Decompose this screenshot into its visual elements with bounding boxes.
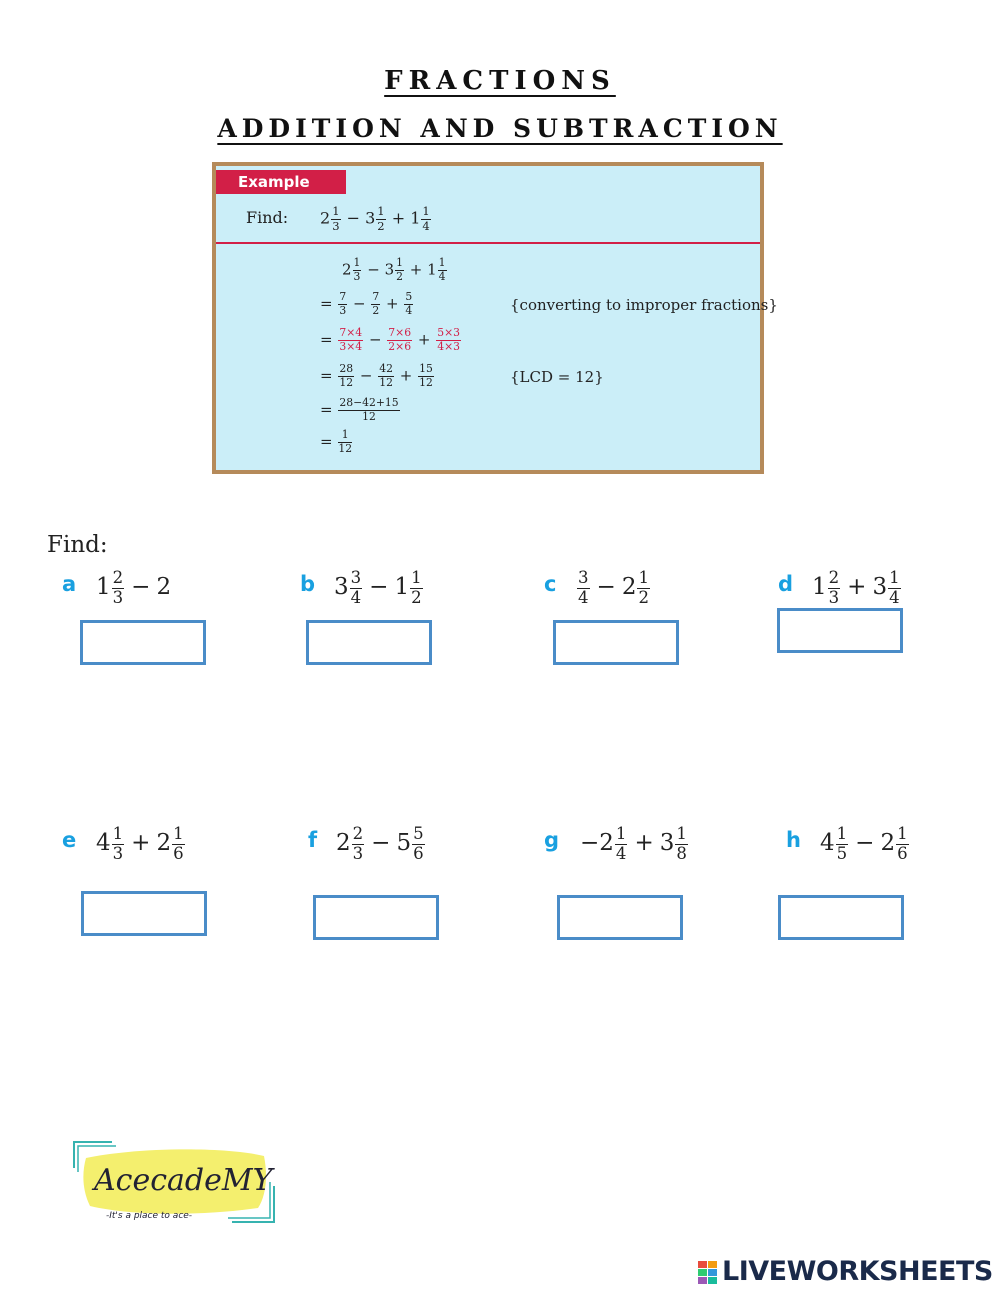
worksheet-title: FRACTIONS [384, 66, 616, 96]
question-letter-f: f [308, 828, 318, 852]
answer-box-b[interactable] [306, 620, 432, 665]
question-expression-g: −2 $\frac{1}{4}$ + 3 $\frac{1}{8}$ [580, 824, 687, 863]
example-divider [216, 242, 760, 244]
question-expression-c: $\frac{3}{4}$ − 2 $\frac{1}{2}$ [578, 568, 649, 607]
solution-step-3: = $\frac{7\times 4}{3\times 4}$ − $\frac{7\times 6}{2\times 6}$ + $\frac{5\times 3}{4\times 3}$ [320, 326, 461, 353]
question-expression-d: 1 $\frac{2}{3}$ + 3 $\frac{1}{4}$ [812, 568, 900, 607]
example-problem: 2 $\frac{1}{3}$ − 3 $\frac{1}{2}$ + 1 $\frac{1}{4}$ [320, 204, 430, 233]
solution-step-6: = $\frac{1}{12}$ [320, 428, 353, 455]
worksheet-subtitle: ADDITION AND SUBTRACTION [217, 114, 783, 143]
question-letter-h: h [786, 828, 801, 852]
note-lcd: {LCD = 12} [510, 368, 604, 386]
answer-box-c[interactable] [553, 620, 679, 665]
question-expression-h: 4 $\frac{1}{5}$ − 2 $\frac{1}{6}$ [820, 824, 908, 863]
question-expression-a: 1 $\frac{2}{3}$ − 2 [96, 568, 172, 607]
question-letter-a: a [62, 572, 77, 596]
question-letter-d: d [778, 572, 794, 596]
solution-step-1: 2 $\frac{1}{3}$ − 3 $\frac{1}{2}$ + 1 $\frac{1}{4}$ [342, 256, 446, 283]
question-expression-f: 2 $\frac{2}{3}$ − 5 $\frac{5}{6}$ [336, 824, 424, 863]
answer-box-e[interactable] [81, 891, 207, 936]
note-converting: {converting to improper fractions} [510, 296, 778, 314]
acecademy-logo [72, 1140, 276, 1224]
answer-box-a[interactable] [80, 620, 206, 665]
answer-box-g[interactable] [557, 895, 683, 940]
acecademy-logo-tagline: -It's a place to ace- [106, 1211, 193, 1221]
answer-box-d[interactable] [777, 608, 903, 653]
solution-step-4: = $\frac{28}{12}$ − $\frac{42}{12}$ + $\frac{15}{12}$ [320, 362, 433, 389]
answer-box-f[interactable] [313, 895, 439, 940]
question-letter-c: c [544, 572, 557, 596]
example-tab: Example [216, 170, 346, 194]
solution-step-5: = $\frac{28-42+15}{12}$ [320, 396, 399, 423]
liveworksheets-logo [698, 1256, 993, 1287]
example-find-label: Find: [246, 208, 289, 227]
question-letter-g: g [544, 828, 560, 852]
question-expression-b: 3 $\frac{3}{4}$ − 1 $\frac{1}{2}$ [334, 568, 422, 607]
acecademy-logo-name: AcecadeMY [94, 1163, 273, 1198]
question-expression-e: 4 $\frac{1}{3}$ + 2 $\frac{1}{6}$ [96, 824, 184, 863]
answer-box-h[interactable] [778, 895, 904, 940]
example-board [212, 162, 778, 474]
liveworksheets-mark-icon [698, 1261, 718, 1285]
liveworksheets-brand: LIVEWORKSHEETS [722, 1256, 993, 1287]
question-letter-b: b [300, 572, 316, 596]
solution-step-2: = $\frac{7}{3}$ − $\frac{7}{2}$ + $\frac{5}{4}$ [320, 290, 413, 317]
exercises-find-label: Find: [47, 532, 108, 558]
question-letter-e: e [62, 828, 77, 852]
